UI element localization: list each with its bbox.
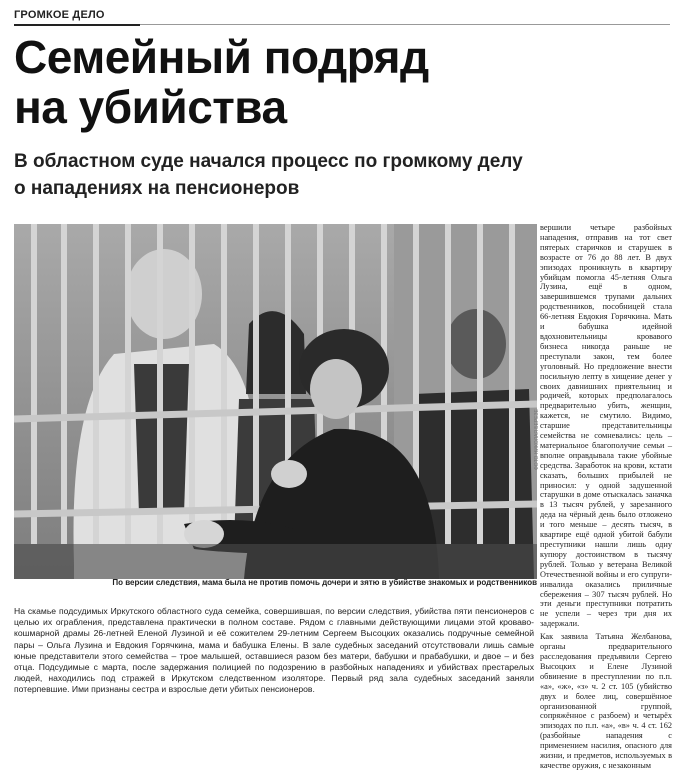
section-rubric: ГРОМКОЕ ДЕЛО — [14, 9, 105, 21]
lead-paragraph — [14, 606, 534, 696]
right-text-column — [540, 223, 672, 774]
rubric-rule — [14, 24, 140, 26]
subheadline — [14, 148, 534, 202]
right-paragraph-2: Как заявила Татьяна Желбанова, органы предварительного расследования предъявили Сергею Высоцких и Елене Лузиной обвинение в преступлении по п.п. «а», «ж», «з» ч. 2 ст. 105 (убийство двух и более лиц, совершённое организованной группой, сопряжённое с разбоем) и четырёх эпизодах по п.п. «а», «в» ч. 4 ст. 162 (разбойные нападения с применением насилия, опасного для жизни, и предметов, используемых в качестве оружия, с незаконным — [540, 632, 672, 770]
headline — [14, 32, 574, 132]
header-rule — [140, 24, 670, 25]
court-photo — [14, 224, 537, 579]
subhead-line-1: В областном суде начался процесс по громкому делу — [14, 151, 523, 172]
headline-line-1: Семейный подряд — [14, 31, 429, 83]
lead-paragraph-text: На скамье подсудимых Иркутского областного суда семейка, совершившая, по версии следствия, убийства пяти пенсионеров с целью их ограбления, представлена практически в полном составе. Рядом с главными действующими лицами этой кроваво-кошмарной драмы 26-летней Еленой Лузиной и её сожителем 29-летним Сергеем Высоцких оказались подручные семейной пары – Ольга Лузина и Евдокия Горячкина, мама и бабушка Елены. В зале судебных заседаний отсутствовали лишь самые юные представители этого семейства – трое малышей, оставшиеся разом без матери, бабушки и прабабушки, и двое – и без отца. Подсудимые с марта, после задержания полицией по подозрению в разбойных нападениях и убийствах престарелых людей, находились под стражей в Иркутском следственном изоляторе. Первый ряд зала судебных заседаний заняли потерпевшие. Ими признаны сестра и взрослые дети убитых пенсионеров. — [14, 606, 534, 695]
photo-credit: ФОТО НИКОЛАЯ БЕРЕЗЕ — [534, 409, 540, 470]
court-photo-illustration — [14, 224, 537, 579]
headline-line-2: на убийства — [14, 81, 287, 133]
photo-caption: По версии следствия, мама была не против помочь дочери и зятю в убийстве знакомых и родственников — [112, 578, 537, 587]
subhead-line-2: о нападениях на пенсионеров — [14, 178, 300, 199]
right-paragraph-1: вершили четыре разбойных нападения, отправив на тот свет пятерых старичков и старушек в возрасте от 76 до 88 лет. В двух эпизодах проникнуть в квартиру убийцам помогла 45-летняя Ольга Лузина, ещё в одном, завершившемся трупами дальних родственников, пособницей стала 66-летняя Евдокия Горячкина. Мать и бабушка идейной вдохновительницы кровавого бизнеса никогда раньше не преступали закон, тем более уголовный. Но предложение внести посильную лепту в хищение денег у своих давнишних приятельниц и родичей, которых предполагалось предварительно убить, женщин, кажется, не смутило. Видимо, старшие представительницы семейства не сомневались: цель – материальное благополучие семьи – вполне оправдывала такие убойные средства. Заработок на крови, кстати сказать, больших прибылей не приносил: у одной задушенной старушки в доме отыскалась заначка в 13 тысяч рублей, у зарезанного деда на чёрный день было отложено и того меньше – десять тысяч, в квартире ещё одной убитой бабули преступники нашли лишь одну купюру достоинством в тысячу рублей. Только у ветерана Великой Отечественной войны и его супруги-инвалида оказались приличные сбережения – 307 тысяч рублей. Но эти деньги преступники потратить не успели – через три дня их задержали. — [540, 223, 672, 629]
